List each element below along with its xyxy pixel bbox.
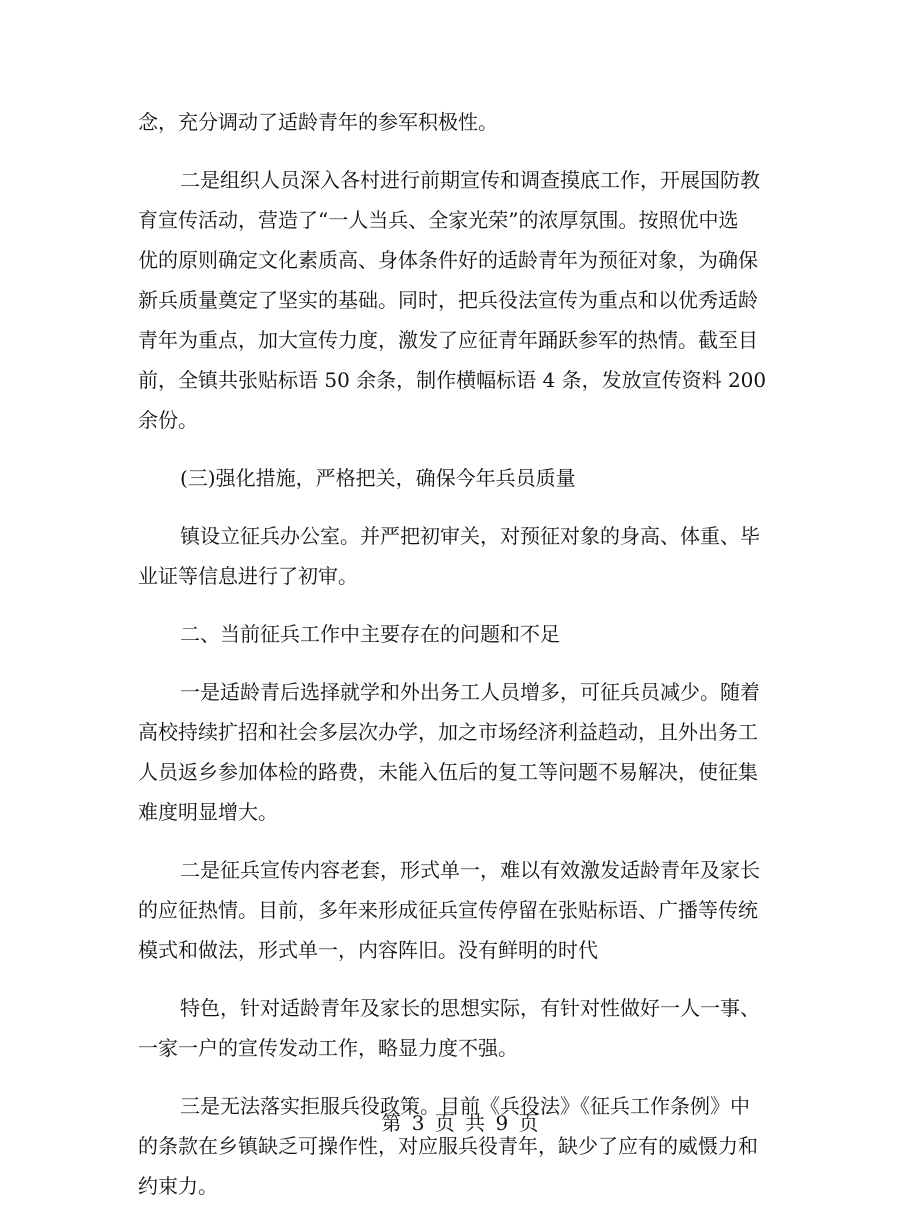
- text-line: 特色，针对适龄青年及家长的思想实际，有针对性做好一人一事、: [180, 996, 760, 1020]
- text-line: 青年为重点，加大宣传力度，激发了应征青年踊跃参军的热情。截至目: [138, 328, 758, 352]
- paragraph: [138, 988, 782, 1068]
- text-line: 育宣传活动，营造了“一人当兵、全家光荣”的浓厚氛围。按照优中选: [138, 208, 739, 232]
- text-line: 镇设立征兵办公室。并严把初审关，对预征对象的身高、体重、毕: [180, 524, 760, 548]
- text-line: 优的原则确定文化素质高、身体条件好的适龄青年为预征对象，为确保: [138, 248, 758, 272]
- text-line: 前，全镇共张贴标语 50 余条，制作横幅标语 4 条，发放宣传资料 200: [138, 368, 767, 392]
- text-line: 约束力。: [138, 1174, 218, 1198]
- text-line: (三)强化措施，严格把关，确保今年兵员质量: [180, 466, 576, 490]
- text-line: 的应征热情。目前，多年来形成征兵宣传停留在张贴标语、广播等传统: [138, 898, 758, 922]
- section-heading: [138, 458, 782, 498]
- paragraph: [138, 102, 782, 142]
- paragraph: [138, 160, 782, 440]
- text-line: 二、当前征兵工作中主要存在的问题和不足: [180, 622, 560, 646]
- text-line: 三是无法落实拒服兵役政策。目前《兵役法》《征兵工作条例》中: [180, 1094, 750, 1118]
- text-line: 一家一户的宣传发动工作，略显力度不强。: [138, 1036, 518, 1060]
- text-line: 的条款在乡镇缺乏可操作性，对应服兵役青年，缺少了应有的威慑力和: [138, 1134, 758, 1158]
- text-line: 新兵质量奠定了坚实的基础。同时，把兵役法宣传为重点和以优秀适龄: [138, 288, 758, 312]
- text-line: 人员返乡参加体检的路费，未能入伍后的复工等问题不易解决，使征集: [138, 760, 758, 784]
- paragraph: [138, 1086, 782, 1206]
- paragraph: [138, 516, 782, 596]
- text-line: 业证等信息进行了初审。: [138, 564, 358, 588]
- page-footer: 第 3 页 共 9 页: [381, 1111, 539, 1135]
- text-line: 难度明显增大。: [138, 800, 278, 824]
- document-body: [138, 102, 782, 1206]
- text-line: 模式和做法，形式单一，内容阵旧。没有鲜明的时代: [138, 938, 598, 962]
- paragraph: [138, 850, 782, 970]
- text-line: 念，充分调动了适龄青年的参军积极性。: [138, 110, 498, 134]
- text-line: 二是组织人员深入各村进行前期宣传和调查摸底工作，开展国防教: [180, 168, 760, 192]
- paragraph: [138, 672, 782, 832]
- text-line: 余份。: [138, 408, 198, 432]
- section-heading: [138, 614, 782, 654]
- text-line: 二是征兵宣传内容老套，形式单一，难以有效激发适龄青年及家长: [180, 858, 760, 882]
- text-line: 一是适龄青后选择就学和外出务工人员增多，可征兵员减少。随着: [180, 680, 760, 704]
- text-line: 高校持续扩招和社会多层次办学，加之市场经济利益趋动，且外出务工: [138, 720, 758, 744]
